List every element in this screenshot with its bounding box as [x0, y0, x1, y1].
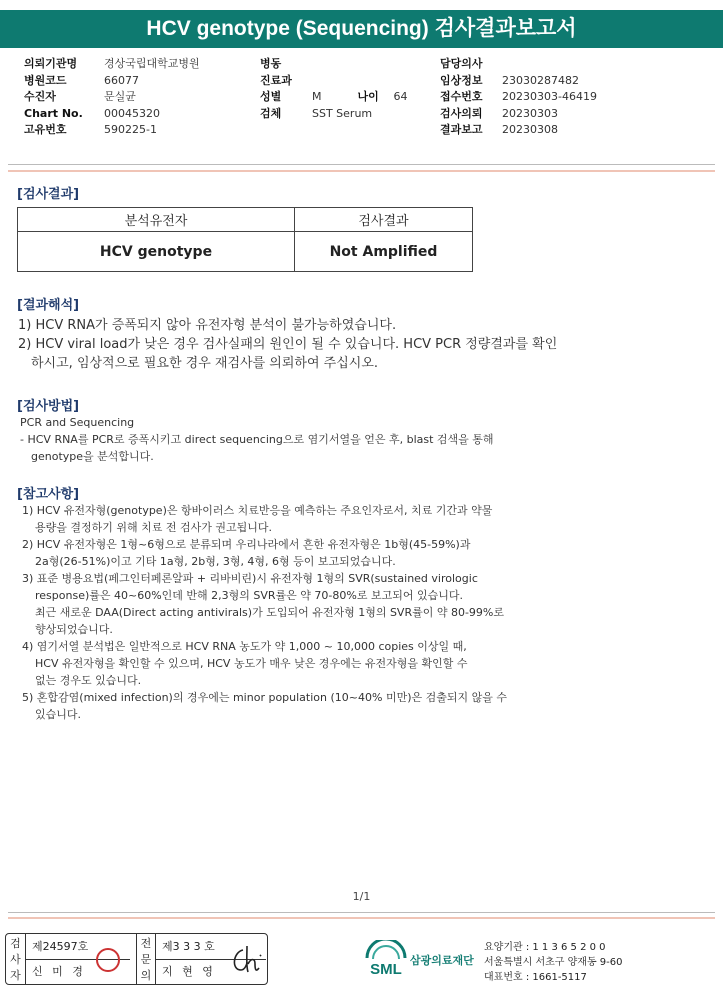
patient-info-column-1	[24, 56, 200, 139]
contact-line: 요양기관 : 1 1 3 6 5 2 0 0	[484, 942, 606, 953]
reference-line: 2a형(26-51%)이고 기타 1a형, 2b형, 3형, 4형, 6형 등이 보고되었습니다.	[35, 555, 396, 568]
info-row-ward	[260, 56, 408, 73]
reference-line: 용량을 결정하기 위해 치료 전 검사가 권고됩니다.	[35, 521, 272, 534]
contact-info	[484, 940, 623, 985]
reference-line: 5) 혼합감염(mixed infection)의 경우에는 minor population (10~40% 미만)은 검출되지 않을 수	[22, 691, 507, 704]
info-row-chart-no	[24, 106, 200, 123]
examiner-seal-icon	[96, 948, 120, 972]
info-row-sex-age	[260, 89, 408, 106]
patient-info-column-3	[440, 56, 597, 139]
sml-logo-icon	[363, 940, 409, 980]
info-row-institution	[24, 56, 200, 73]
reference-line: 4) 염기서열 분석법은 일반적으로 HCV RNA 농도가 약 1,000 ~ 10,000 copies 이상일 때,	[22, 640, 467, 653]
contact-line: 서울특별시 서초구 양재동 9-60	[484, 957, 623, 968]
reference-line: 없는 경우도 있습니다.	[35, 674, 142, 687]
info-value: 20230308	[502, 123, 558, 136]
info-row-specimen	[260, 106, 408, 123]
age-value: 64	[393, 90, 408, 103]
reference-line: response)률은 40~60%인데 반해 2,3형의 SVR률은 약 70-80%로 보고되어 있습니다.	[35, 589, 463, 602]
page-number: 1/1	[352, 890, 371, 903]
interpretation-line: 1) HCV RNA가 증폭되지 않아 유전자형 분석이 불가능하였습니다.	[18, 318, 397, 333]
info-value: 경상국립대학교병원	[104, 57, 200, 70]
patient-info-column-2	[260, 56, 408, 122]
result-cell: Not Amplified	[295, 232, 473, 272]
method-text	[20, 414, 494, 465]
info-value: 20230303	[502, 106, 558, 120]
info-row-physician	[440, 56, 597, 73]
info-label: 검사의뢰	[440, 106, 483, 120]
reference-line: 2) HCV 유전자형은 1형~6형으로 분류되며 우리나라에서 흔한 유전자형은 1b형(45-59%)과	[22, 538, 471, 551]
specialist-label	[136, 934, 156, 984]
info-label: 병동	[260, 57, 282, 70]
examiner-name: 신 미 경	[32, 965, 86, 978]
reference-line: 1) HCV 유전자형(genotype)은 항바이러스 치료반응을 예측하는 주요인자로서, 치료 기간과 약물	[22, 504, 493, 517]
info-row-report-date	[440, 122, 597, 139]
interpretation-text	[18, 316, 557, 373]
org-name: 삼광의료재단	[410, 954, 474, 967]
info-row-patient	[24, 89, 200, 106]
divider	[8, 917, 715, 919]
reference-line: 있습니다.	[35, 708, 82, 721]
method-line: PCR and Sequencing	[20, 416, 135, 429]
specialist-label-text: 전문의	[140, 937, 152, 982]
info-label: 수진자	[24, 90, 56, 103]
examiner-license: 제24597호	[26, 934, 130, 960]
info-row-receipt-no	[440, 89, 597, 106]
info-label: 검체	[260, 106, 282, 120]
divider	[8, 164, 715, 165]
reference-line: HCV 유전자형을 확인할 수 있으며, HCV 농도가 매우 낮은 경우에는 유전자형을 확인할 수	[35, 657, 468, 670]
result-section-title: [검사결과]	[17, 187, 80, 202]
info-row-unique-id	[24, 122, 200, 139]
column-header-result: 검사결과	[295, 208, 473, 232]
method-line: - HCV RNA를 PCR로 증폭시키고 direct sequencing으로 염기서열을 얻은 후, blast 검색을 통해	[20, 433, 494, 446]
specialist-license: 제3 3 3 호	[156, 934, 266, 960]
column-header-analyte: 분석유전자	[18, 208, 295, 232]
info-label: 담당의사	[440, 57, 483, 70]
result-table	[17, 207, 473, 272]
analyte-cell: HCV genotype	[18, 232, 295, 272]
result-table-header	[18, 208, 473, 232]
reference-line: 최근 새로운 DAA(Direct acting antivirals)가 도입되어 유전자형 1형의 SVR률이 약 80-99%로	[35, 606, 505, 619]
sex-value: M	[312, 90, 322, 103]
interpretation-line: 2) HCV viral load가 낮은 경우 검사실패의 원인이 될 수 있습니다. HCV PCR 정량결과를 확인	[18, 337, 558, 352]
info-value: 20230303-46419	[502, 90, 597, 103]
references-text	[22, 502, 507, 723]
interpretation-line: 하시고, 임상적으로 필요한 경우 재검사를 의뢰하여 주십시오.	[31, 356, 379, 371]
reference-line: 향상되었습니다.	[35, 623, 113, 636]
examiner-label	[6, 934, 26, 984]
table-row	[18, 232, 473, 272]
logo-text: SML	[370, 961, 402, 978]
contact-line: 대표번호 : 1661-5117	[484, 972, 587, 983]
info-value: 590225-1	[104, 123, 157, 136]
reference-line: 3) 표준 병용요법(페그인터페론알파 + 리바비린)시 유전자형 1형의 SVR(sustained virologic	[22, 572, 478, 585]
method-section-title: [검사방법]	[17, 399, 80, 414]
age-label: 나이	[357, 90, 379, 103]
info-row-clinical-info	[440, 73, 597, 90]
info-value: 23030287482	[502, 73, 579, 87]
divider	[8, 170, 715, 172]
info-value: 문실균	[104, 90, 136, 103]
interpretation-section-title: [결과해석]	[17, 298, 80, 313]
info-label: 결과보고	[440, 123, 483, 136]
info-label: 진료과	[260, 73, 292, 87]
info-label: 의뢰기관명	[24, 57, 78, 70]
info-label: 임상정보	[440, 73, 483, 87]
info-value: 66077	[104, 73, 139, 87]
info-row-request-date	[440, 106, 597, 123]
info-label: 접수번호	[440, 90, 483, 103]
info-label: 고유번호	[24, 123, 67, 136]
info-value: SST Serum	[312, 106, 373, 120]
info-value: 00045320	[104, 106, 160, 120]
info-row-hospital-code	[24, 73, 200, 90]
signature-icon	[229, 944, 265, 976]
info-label: 병원코드	[24, 73, 67, 87]
method-line: genotype을 분석합니다.	[31, 450, 154, 463]
divider	[8, 912, 715, 913]
signature-box	[5, 933, 268, 985]
info-row-department	[260, 73, 408, 90]
references-section-title: [참고사항]	[17, 487, 80, 502]
info-label: 성별	[260, 90, 282, 103]
specialist-name: 지 현 영	[162, 965, 216, 978]
examiner-label-text: 검사자	[10, 937, 21, 982]
report-title: HCV genotype (Sequencing) 검사결과보고서	[0, 10, 723, 48]
info-label: Chart No.	[24, 106, 83, 120]
